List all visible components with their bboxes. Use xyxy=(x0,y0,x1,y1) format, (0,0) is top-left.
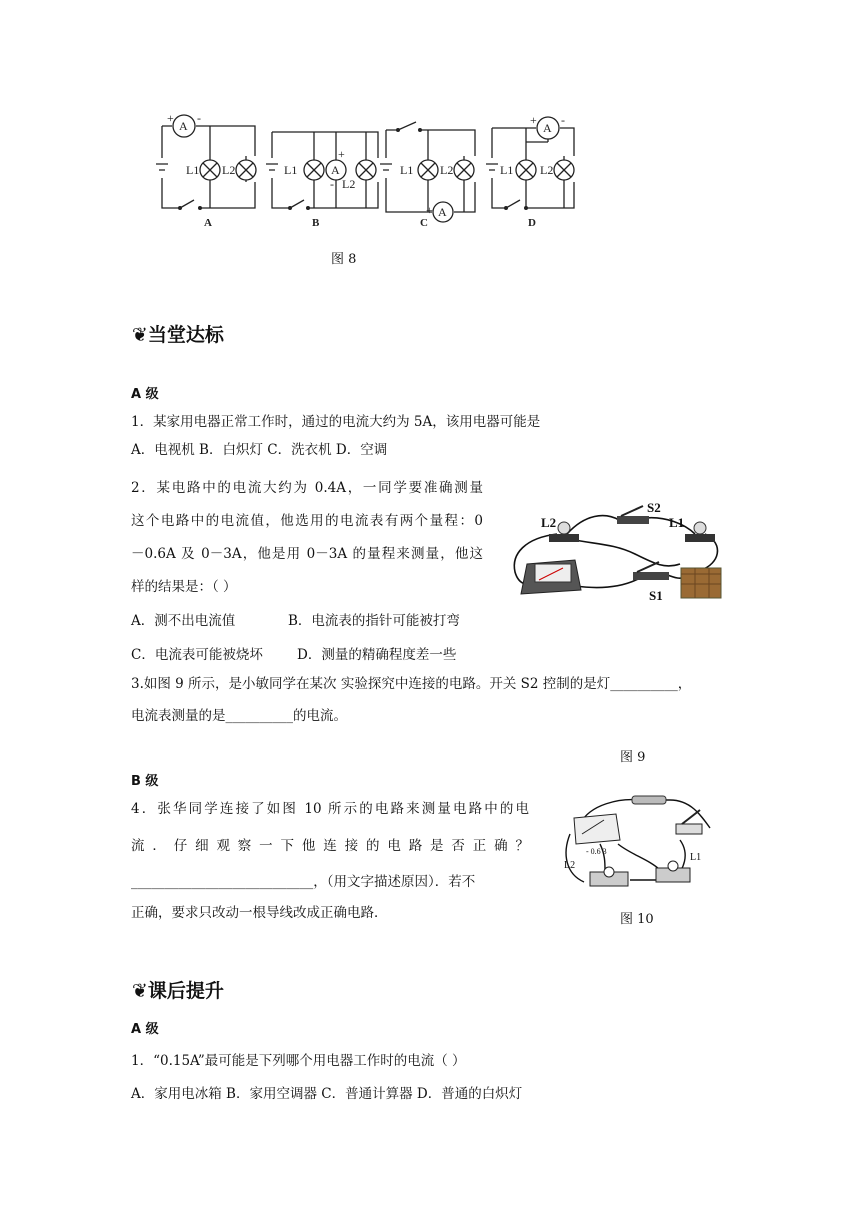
level-a-label: A 级 xyxy=(131,387,159,402)
minus-mark: - xyxy=(561,113,565,127)
fig10-ammeter-scale: - 0.6 3 xyxy=(586,847,607,856)
q4-line-2: 流．仔细观察一下他连接的电路是否正确？ xyxy=(131,838,529,854)
figure-10-circuit-photo xyxy=(560,794,720,894)
fig10-ammeter xyxy=(574,814,620,844)
lamp-l2-label: L2 xyxy=(222,163,236,177)
flower-icon: ❦ xyxy=(132,980,148,1002)
option-d-label: D xyxy=(528,217,536,229)
lamp-l2-label: L2 xyxy=(440,163,454,177)
homework-q1-options: A．家用电冰箱 B．家用空调器 C．普通计算器 D．普通的白炽灯 xyxy=(131,1086,523,1102)
fig10-battery xyxy=(632,796,666,804)
q2-option-d: D．测量的精确程度差一些 xyxy=(297,647,457,663)
figure-9-caption: 图 9 xyxy=(620,750,646,765)
fig10-lamp-l2 xyxy=(590,867,628,886)
fig10-lamp-l1 xyxy=(656,861,690,882)
section-heading-text: 课后提升 xyxy=(147,980,224,1002)
section-heading-practice xyxy=(132,320,224,347)
switch-s1 xyxy=(633,562,669,580)
q3-line-2: 电流表测量的是__________的电流。 xyxy=(131,708,347,724)
lamp-l2-label: L2 xyxy=(342,177,356,191)
lamp-l2-label: L2 xyxy=(540,163,554,177)
q2-line-1: 2．某电路中的电流大约为 0.4A，一同学要准确测量 xyxy=(131,480,483,496)
figure-8-circuits xyxy=(150,112,580,237)
lamp-l1-label: L1 xyxy=(500,163,514,177)
homework-q1-stem: 1．“0.15A”最可能是下列哪个用电器工作时的电流（ ） xyxy=(131,1053,466,1069)
q2-option-a: A．测不出电流值 xyxy=(131,613,236,629)
q2-option-b: B．电流表的指针可能被打弯 xyxy=(288,613,460,629)
level-b-label: B 级 xyxy=(131,774,159,789)
flower-icon: ❦ xyxy=(132,324,148,346)
switch-s2 xyxy=(617,506,649,524)
q4-line-1: 4．张华同学连接了如图 10 所示的电路来测量电路中的电 xyxy=(131,801,529,817)
q4-line-4: 正确，要求只改动一根导线改成正确电路． xyxy=(131,905,388,921)
lamp-l1-label: L1 xyxy=(186,163,200,177)
lamp-l1-label: L1 xyxy=(284,163,298,177)
fig9-l1-label: L1 xyxy=(669,515,685,530)
minus-mark: - xyxy=(330,177,334,191)
q1-stem: 1．某家用电器正常工作时，通过的电流大约为 5A，该用电器可能是 xyxy=(131,414,541,430)
ammeter-label: A xyxy=(438,205,447,219)
ammeter xyxy=(521,560,581,594)
option-c-label: C xyxy=(420,217,428,229)
figure-8-caption: 图 8 xyxy=(331,252,357,267)
q2-option-c: C．电流表可能被烧坏 xyxy=(131,647,263,663)
lamp-l1 xyxy=(685,522,715,542)
option-a-label: A xyxy=(204,217,212,229)
option-b-label: B xyxy=(312,217,320,229)
section-heading-homework xyxy=(132,976,224,1003)
ammeter-label: A xyxy=(543,121,552,135)
plus-mark: + xyxy=(530,113,537,127)
level-a-label-2: A 级 xyxy=(131,1022,159,1037)
ammeter-label: A xyxy=(179,119,188,133)
q2-line-4: 样的结果是：（ ） xyxy=(131,579,237,595)
fig10-l2-label: L2 xyxy=(564,860,576,871)
section-heading-text: 当堂达标 xyxy=(147,324,224,346)
q2-line-3: －0.6A 及 0－3A，他是用 0－3A 的量程来测量，他这 xyxy=(131,546,483,562)
figure-9-circuit-photo xyxy=(505,494,727,604)
minus-mark: - xyxy=(197,112,201,125)
fig9-s2-label: S2 xyxy=(647,500,661,515)
plus-mark: + xyxy=(426,203,433,217)
figure-10-caption: 图 10 xyxy=(620,912,654,927)
plus-mark: + xyxy=(338,147,345,161)
q3-line-1: 3.如图 9 所示，是小敏同学在某次 实验探究中连接的电路。开关 S2 控制的是灯__________， xyxy=(131,676,692,692)
q2-line-2: 这个电路中的电流值，他选用的电流表有两个量程：0 xyxy=(131,513,483,529)
fig9-l2-label: L2 xyxy=(541,515,557,530)
lamp-l1-label: L1 xyxy=(400,163,414,177)
plus-mark: + xyxy=(167,112,174,125)
q4-line-3: ___________________________，（用文字描述原因）．若不 xyxy=(131,874,476,890)
fig9-s1-label: S1 xyxy=(649,588,663,603)
ammeter-label: A xyxy=(331,163,340,177)
battery-box xyxy=(681,568,721,598)
q1-options: A．电视机 B．白炽灯 C．洗衣机 D．空调 xyxy=(131,442,388,458)
fig10-l1-label: L1 xyxy=(690,852,702,863)
